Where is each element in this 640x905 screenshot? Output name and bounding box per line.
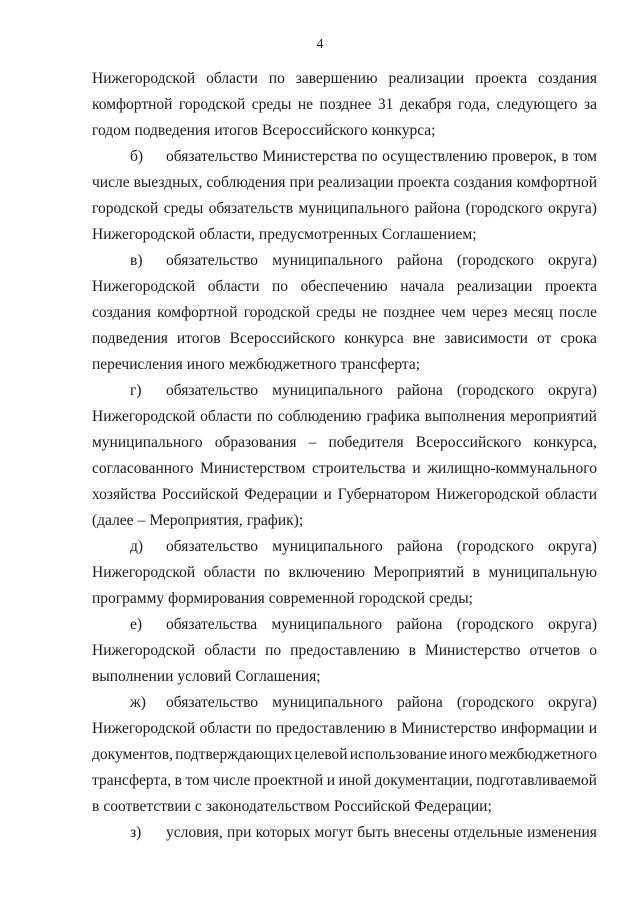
word: том xyxy=(185,772,210,789)
text-line xyxy=(92,664,597,690)
paragraph xyxy=(92,612,597,690)
word: осуществлению xyxy=(382,148,488,165)
text-line xyxy=(92,118,597,144)
text-line xyxy=(92,638,597,664)
word: области xyxy=(206,70,258,87)
paragraph-indent xyxy=(92,534,130,560)
word: строительства xyxy=(311,460,406,477)
list-marker: ж) xyxy=(130,694,146,711)
word: Соглашением; xyxy=(381,226,477,243)
word: Министерства xyxy=(262,148,358,165)
word: области xyxy=(203,564,256,581)
word: начала xyxy=(400,278,445,295)
word: округа) xyxy=(547,538,597,555)
word: (далее xyxy=(92,512,134,529)
word: конкурса, xyxy=(533,434,597,451)
paragraph xyxy=(92,378,597,534)
word: реализации xyxy=(317,174,394,191)
word: подведения xyxy=(92,330,168,347)
word: жилищно-коммунального xyxy=(427,460,597,477)
word: Всероссийского xyxy=(229,330,336,347)
word: муниципального xyxy=(272,538,383,555)
word: Министерство xyxy=(424,642,521,659)
word: не xyxy=(361,304,378,321)
word: 31 xyxy=(377,96,394,113)
word: итогов xyxy=(214,122,258,139)
word: график); xyxy=(246,512,304,529)
paragraph-indent xyxy=(92,248,130,274)
text-line xyxy=(92,560,597,586)
word: (городского xyxy=(456,694,534,711)
word: не xyxy=(297,96,314,113)
word: завершению xyxy=(295,70,378,87)
word: и xyxy=(323,486,332,503)
line-text xyxy=(166,378,597,404)
word: Российской xyxy=(162,486,239,503)
word: (городского xyxy=(456,252,534,269)
paragraph xyxy=(92,248,597,378)
word: подготавливаемой xyxy=(476,772,597,789)
word: месяц xyxy=(513,304,553,321)
word: за xyxy=(583,96,597,113)
word: городской xyxy=(92,200,159,217)
list-marker: д) xyxy=(130,538,144,555)
word: (городского xyxy=(465,200,543,217)
word: предоставлению xyxy=(275,720,386,737)
word: комфортной xyxy=(92,96,173,113)
word: изменения xyxy=(527,824,597,841)
page-number: 4 xyxy=(316,37,324,52)
word: межбюджетного xyxy=(489,746,597,763)
word: области xyxy=(199,720,252,737)
word: том xyxy=(573,148,597,165)
word: подтверждающих xyxy=(175,746,293,763)
line-text xyxy=(166,534,597,560)
paragraph-indent xyxy=(92,144,130,170)
word: Министерство xyxy=(401,720,497,737)
word: округа) xyxy=(547,200,597,217)
word: муниципального xyxy=(271,616,383,633)
word: программу xyxy=(92,590,165,607)
word: включению xyxy=(288,564,365,581)
word: и xyxy=(588,720,597,737)
text-line xyxy=(92,430,597,456)
paragraph-indent xyxy=(92,612,130,638)
text-line xyxy=(92,508,597,534)
paragraph xyxy=(92,690,597,820)
word: городской xyxy=(178,96,246,113)
text-line xyxy=(92,196,597,222)
line-text xyxy=(166,820,597,846)
word: комфортной xyxy=(157,304,238,321)
word: создания xyxy=(538,70,597,87)
word: отчетов xyxy=(529,642,581,659)
word: могут xyxy=(314,824,353,841)
word: предусмотренных xyxy=(258,226,378,243)
word: выполнения xyxy=(424,408,505,425)
word: чем xyxy=(441,304,466,321)
text-line xyxy=(92,248,597,274)
word: обеспечению xyxy=(300,278,388,295)
word: области xyxy=(207,278,260,295)
text-line xyxy=(92,612,597,638)
word: годом xyxy=(92,122,131,139)
word: Нижегородской xyxy=(436,486,540,503)
word: среды xyxy=(316,304,356,321)
word: области xyxy=(204,642,257,659)
word: обязательство xyxy=(166,382,259,399)
word: среды xyxy=(251,96,292,113)
word: по xyxy=(268,70,285,87)
word: Нижегородской xyxy=(92,564,196,581)
word: конкурса; xyxy=(371,122,436,139)
word: обязательства xyxy=(166,616,258,633)
word: района xyxy=(396,382,443,399)
word: области xyxy=(545,486,597,503)
word: района xyxy=(396,694,443,711)
text-line xyxy=(92,482,597,508)
word: выездных, xyxy=(133,174,203,191)
word: конкурса xyxy=(344,330,404,347)
text-line xyxy=(92,794,597,820)
word: законодательством xyxy=(205,798,330,815)
word: обязательство xyxy=(166,148,259,165)
word: Нижегородской xyxy=(92,720,196,737)
word: от xyxy=(537,330,552,347)
word: числе xyxy=(92,174,130,191)
word: муниципального xyxy=(272,252,383,269)
word: обязательств xyxy=(208,200,294,217)
word: (городского xyxy=(456,382,534,399)
text-line xyxy=(92,690,597,716)
word: целевой xyxy=(294,746,348,763)
word: муниципального xyxy=(298,200,410,217)
word: комфортной xyxy=(516,174,597,191)
word: числе xyxy=(212,772,251,789)
line-text xyxy=(166,248,597,274)
text-line xyxy=(92,768,597,794)
word: победителя xyxy=(328,434,404,451)
word: округа) xyxy=(548,616,597,633)
word: по xyxy=(256,408,273,425)
word: мероприятий xyxy=(509,408,597,425)
word: области xyxy=(200,408,252,425)
word: Мероприятий xyxy=(373,564,465,581)
text-line xyxy=(92,742,597,768)
word: перечисления xyxy=(92,356,183,373)
list-marker: в) xyxy=(130,252,143,269)
word: позднее xyxy=(319,96,372,113)
text-line xyxy=(92,352,597,378)
paragraph xyxy=(92,534,597,612)
word: округа) xyxy=(547,382,597,399)
word: отдельные xyxy=(453,824,523,841)
word: согласованного xyxy=(92,460,194,477)
word: срока xyxy=(560,330,597,347)
word: проверок, xyxy=(491,148,557,165)
word: Соглашения; xyxy=(235,668,321,685)
word: при xyxy=(227,824,252,841)
word: трансферта, xyxy=(92,772,172,789)
paragraph-indent xyxy=(92,690,130,716)
word: в xyxy=(174,772,182,789)
text-line xyxy=(92,66,597,92)
paragraph-indent xyxy=(92,378,130,404)
word: района xyxy=(396,616,443,633)
word: в xyxy=(389,720,397,737)
text-line xyxy=(92,586,597,612)
text-line xyxy=(92,716,597,742)
word: муниципального xyxy=(272,382,383,399)
word: Нижегородской xyxy=(92,226,196,243)
word: Нижегородской xyxy=(92,278,196,295)
word: условий xyxy=(177,668,232,685)
word: Нижегородской xyxy=(92,408,196,425)
word: проекта xyxy=(397,174,450,191)
line-text xyxy=(166,144,597,170)
word: в xyxy=(408,642,416,659)
word: проекта xyxy=(544,278,597,295)
word: документов, xyxy=(92,746,173,763)
text-line xyxy=(92,222,597,248)
word: городской xyxy=(243,304,311,321)
word: иного xyxy=(186,356,225,373)
text-line xyxy=(92,326,597,352)
paragraph-indent xyxy=(92,820,130,846)
word: с xyxy=(194,798,202,815)
word: образования xyxy=(214,434,297,451)
word: условия, xyxy=(166,824,223,841)
word: создания xyxy=(92,304,151,321)
word: обязательство xyxy=(166,252,259,269)
word: проектной xyxy=(253,772,324,789)
word: Мероприятия, xyxy=(149,512,243,529)
word: округа) xyxy=(547,694,597,711)
word: Российской xyxy=(333,798,411,815)
word: зависимости xyxy=(444,330,528,347)
word: предоставлению xyxy=(290,642,400,659)
word: года, xyxy=(458,96,490,113)
word: в xyxy=(92,798,100,815)
word: Министерством xyxy=(200,460,306,477)
word: современной xyxy=(268,590,355,607)
word: Всероссийского xyxy=(415,434,522,451)
word: Федерации xyxy=(244,486,318,503)
word: Нижегородской xyxy=(92,70,196,87)
word: формирования xyxy=(168,590,265,607)
text-line xyxy=(92,820,597,846)
line-text xyxy=(166,690,597,716)
text-line xyxy=(92,378,597,404)
word: городской xyxy=(358,590,426,607)
word: использование xyxy=(349,746,447,763)
word: создания xyxy=(453,174,513,191)
word: соблюдению xyxy=(277,408,362,425)
word: итогов xyxy=(176,330,221,347)
word: среды; xyxy=(429,590,473,607)
word: среды xyxy=(163,200,204,217)
word: проекта xyxy=(475,70,528,87)
word: по xyxy=(272,278,289,295)
word: по xyxy=(263,564,281,581)
word: через xyxy=(471,304,508,321)
word: о xyxy=(589,642,597,659)
word: подведения xyxy=(134,122,211,139)
word: документации, xyxy=(374,772,473,789)
text-line xyxy=(92,170,597,196)
word: Всероссийского xyxy=(261,122,368,139)
word: выполнении xyxy=(92,668,174,685)
word: соответствии xyxy=(103,798,191,815)
text-line xyxy=(92,300,597,326)
list-marker: з) xyxy=(130,824,142,841)
list-marker: г) xyxy=(130,382,142,399)
text-line xyxy=(92,144,597,170)
word: области, xyxy=(199,226,255,243)
word: района xyxy=(396,252,443,269)
word: по xyxy=(265,642,282,659)
text-line xyxy=(92,534,597,560)
text-line xyxy=(92,92,597,118)
word: внесены xyxy=(393,824,450,841)
word: межбюджетного xyxy=(228,356,337,373)
word: вне xyxy=(412,330,436,347)
document-body xyxy=(92,66,597,846)
word: быть xyxy=(357,824,390,841)
word: округа) xyxy=(547,252,597,269)
word: при xyxy=(289,174,314,191)
word: и xyxy=(326,772,336,789)
word: обязательство xyxy=(166,694,259,711)
word: Федерации; xyxy=(414,798,492,815)
word: реализации xyxy=(456,278,533,295)
word: района xyxy=(414,200,461,217)
word: (городского xyxy=(456,538,534,555)
word: обязательство xyxy=(166,538,259,555)
word: муниципального xyxy=(92,434,203,451)
word: которых xyxy=(255,824,311,841)
word: информации xyxy=(501,720,585,737)
text-line xyxy=(92,274,597,300)
word: хозяйства xyxy=(92,486,157,503)
word: Губернатором xyxy=(337,486,431,503)
word: позднее xyxy=(383,304,436,321)
paragraph xyxy=(92,820,597,846)
word: района xyxy=(396,538,443,555)
paragraph xyxy=(92,66,597,144)
word: следующего xyxy=(496,96,578,113)
word: в xyxy=(561,148,569,165)
word: после xyxy=(559,304,597,321)
word: декабря xyxy=(399,96,452,113)
text-line xyxy=(92,404,597,430)
word: реализации xyxy=(388,70,465,87)
word: иной xyxy=(338,772,372,789)
word: в xyxy=(472,564,480,581)
word: – xyxy=(308,434,317,451)
list-marker: б) xyxy=(130,148,144,165)
line-text xyxy=(166,612,597,638)
word: иного xyxy=(449,746,488,763)
word: по xyxy=(361,148,378,165)
word: трансферта; xyxy=(340,356,421,373)
list-marker: е) xyxy=(130,616,143,633)
word: (городского xyxy=(456,616,534,633)
word: муниципальную xyxy=(488,564,597,581)
paragraph xyxy=(92,144,597,248)
word: – xyxy=(137,512,146,529)
text-line xyxy=(92,456,597,482)
word: муниципального xyxy=(272,694,383,711)
word: графика xyxy=(366,408,420,425)
word: соблюдения xyxy=(206,174,286,191)
word: Нижегородской xyxy=(92,642,196,659)
word: и xyxy=(412,460,421,477)
word: по xyxy=(255,720,272,737)
